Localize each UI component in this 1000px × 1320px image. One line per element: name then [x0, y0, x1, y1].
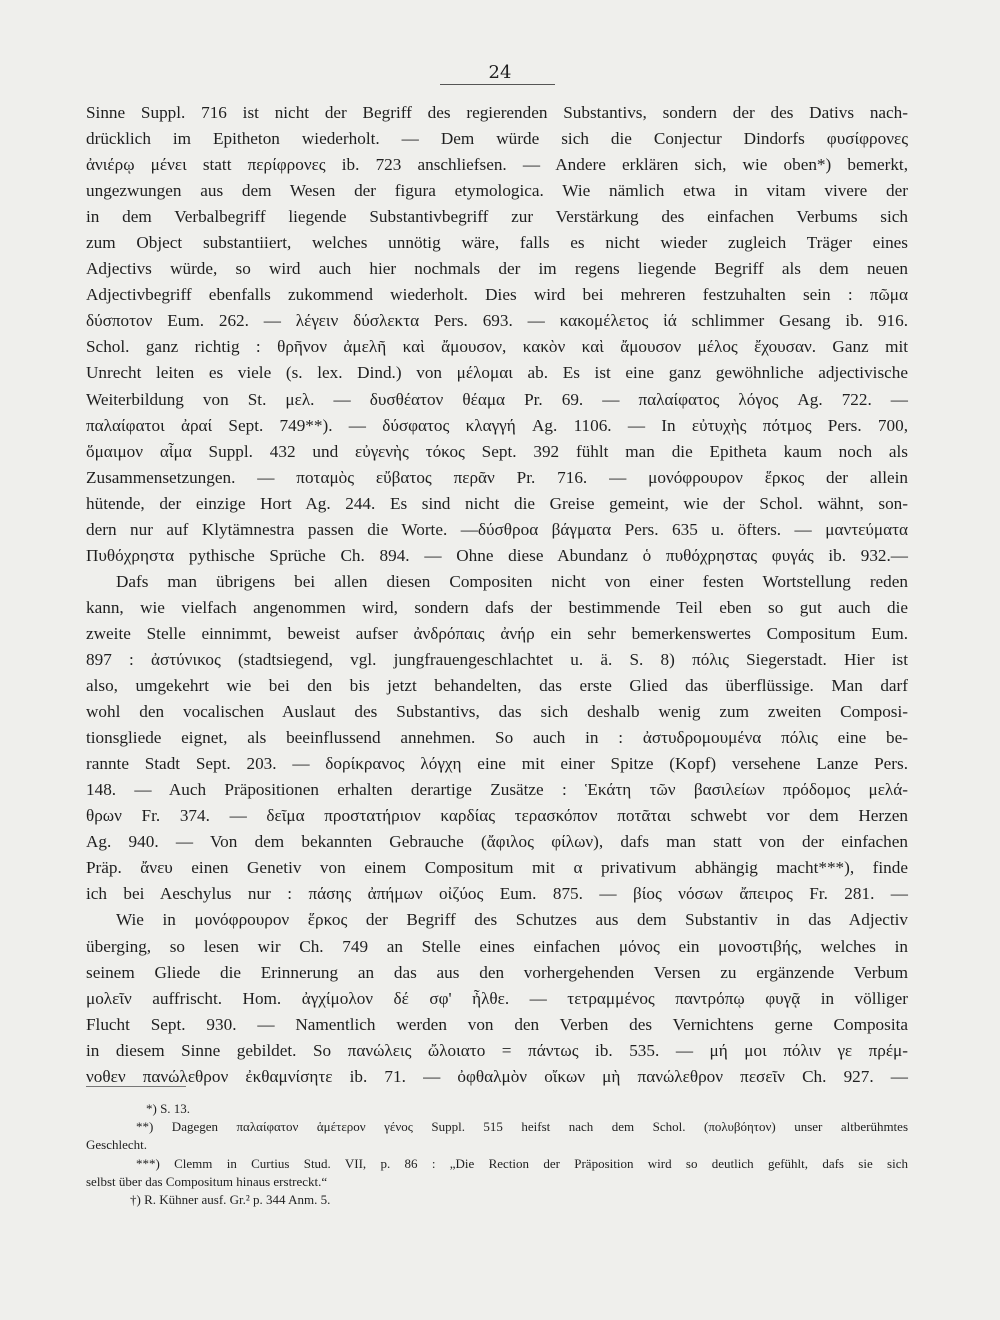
page-number: 24: [488, 62, 512, 83]
text-line: Präp. ἄνευ einen Genetiv von einem Compositum mit α privativum abhängig macht***), finde: [86, 858, 908, 878]
text-line: zum Object substantiiert, welches unnötig wäre, falls es nicht wieder zugleich Träger eines: [86, 233, 908, 253]
text-line: wohl den vocalischen Auslaut des Substantivs, das sich deshalb wenig zum zweiten Composi-: [86, 702, 908, 722]
text-line: in dem Verbalbegriff liegende Substantivbegriff zur Verstärkung des einfachen Verbums sich: [86, 207, 908, 227]
text-line: seinem Gliede die Erinnerung an das aus den vorhergehenden Versen zu ergänzende Verbum: [86, 962, 908, 982]
footnote-rule: [86, 1086, 186, 1087]
text-line: Unrecht leiten es viele (s. lex. Dind.) von μέλομαι ab. Es ist eine ganz gewöhnliche adjectivische: [86, 363, 908, 383]
text-line: Adjectivbegriff ebenfalls zukommend wiederholt. Dies wird bei mehreren festzuhalten sein : πῶμα: [86, 285, 908, 305]
footnote: **) Dagegen παλαίφατον ἁμέτερον γένος Suppl. 515 heifst nach dem Schol. (πολυβόητον) unser altberühmtes: [136, 1119, 908, 1135]
text-line: Πυθόχρηστα pythische Sprüche Ch. 894. — Ohne diese Abundanz ὁ πυθόχρηστας φυγάς ib. 932.—: [86, 545, 908, 565]
footnote: ***) Clemm in Curtius Stud. VII, p. 86 : „Die Rection der Präposition wird so deutlich gefühlt, dafs sie sich: [136, 1155, 908, 1171]
text-line: ὅμαιμον αἷμα Suppl. 432 und εὐγενὴς τόκος Sept. 392 fühlt man die Epitheta kaum noch als: [86, 441, 908, 461]
text-line: zweite Stelle einnimmt, beweist aufser ἀνδρόπαις ἀνήρ ein sehr bemerkenswertes Compositum Eum.: [86, 623, 908, 643]
text-line: δύσποτον Eum. 262. — λέγειν δύσλεκτα Pers. 693. — κακομέλετος ἰά schlimmer Gesang ib. 916.: [86, 311, 908, 331]
text-line: 148. — Auch Präpositionen erhalten derartige Zusätze : Ἑκάτη τῶν βασιλείων πρόδομος μελά-: [86, 780, 908, 800]
text-line: Ag. 940. — Von dem bekannten Gebrauche (ἄφιλος φίλων), dafs man statt von der einfachen: [86, 832, 908, 852]
body-text: [86, 100, 908, 1090]
text-line: Sinne Suppl. 716 ist nicht der Begriff des regierenden Substantivs, sondern der des Dativs nach-: [86, 103, 908, 122]
text-line: Schol. ganz richtig : θρῆνον ἀμελῆ καὶ ἄμουσον, κακὸν καὶ ἄμουσον μέλος ἔχουσαν. Ganz mit: [86, 337, 908, 357]
text-line: μολεῖν auffrischt. Hom. ἀγχίμολον δέ σφ' ἦλθε. — τετραμμένος παντρόπῳ φυγᾷ in völliger: [86, 988, 908, 1008]
text-line: hütende, der einzige Hort Ag. 244. Es sind nicht die Greise gemeint, wie der Schol. wähnt, son-: [86, 493, 908, 513]
text-line: kann, wie vielfach angenommen wird, sondern dafs der bestimmende Teil eben so gut auch die: [86, 597, 908, 617]
text-line: rannte Stadt Sept. 203. — δορίκρανος λόγχη eine mit einer Spitze (Kopf) versehene Lanze Pers.: [86, 754, 908, 774]
text-line: in diesem Sinne gebildet. So πανώλεις ὤλοιατο = πάντως ib. 535. — μή μοι πόλιν γε πρέμ-: [86, 1040, 908, 1060]
text-line: Wie in μονόφρουρον ἕρκος der Begriff des Schutzes aus dem Substantiv in das Adjectiv: [116, 910, 908, 930]
text-line: θρων Fr. 374. — δεῖμα προστατήριον καρδίας τερασκόπον ποτᾶται schwebt vor dem Herzen: [86, 806, 908, 826]
text-line: überging, so lesen wir Ch. 749 an Stelle eines einfachen μόνος ein μονοστιβής, welches in: [86, 936, 908, 956]
footnote: †) R. Kühner ausf. Gr.² p. 344 Anm. 5.: [130, 1192, 331, 1208]
footnote: selbst über das Compositum hinaus erstreckt.“: [86, 1173, 328, 1189]
text-line: dern nur auf Klytämnestra passen die Worte. —δύσθροα βάγματα Pers. 635 u. öfters. — μαντεύματα: [86, 519, 908, 539]
text-line: Adjectivs würde, so wird auch hier nochmals der im regens liegende Begriff als dem neuen: [86, 259, 908, 279]
page-number-rule: [440, 84, 555, 85]
text-line: ἀνιέρῳ μένει statt περίφρονες ib. 723 anschliefsen. — Andere erklären sich, wie oben*) bemerkt,: [86, 155, 908, 175]
text-line: νοθεν πανώλεθρον ἐκθαμνίσητε ib. 71. — ὀφθαλμὸν οἴκων μὴ πανώλεθρον πεσεῖν Ch. 927. —: [86, 1066, 908, 1086]
text-line: 897 : ἀστύνικος (stadtsiegend, vgl. jungfrauengeschlachtet u. ä. S. 8) πόλις Siegerstadt. Hier ist: [86, 649, 908, 669]
footnote: Geschlecht.: [86, 1137, 148, 1153]
text-line: Weiterbildung von St. μελ. — δυσθέατον θέαμα Pr. 69. — παλαίφατος λόγος Ag. 722. —: [86, 389, 908, 409]
text-line: Zusammensetzungen. — ποταμὸς εὔβατος περᾶν Pr. 716. — μονόφρουρον ἕρκος der allein: [86, 467, 908, 487]
text-line: tionsgliede eignet, als beeinflussend annehmen. So auch in : ἀστυδρομουμένα πόλις eine be-: [86, 728, 908, 748]
text-line: also, umgekehrt wie bei den bis jetzt behandelten, das erste Glied das überflüssige. Man darf: [86, 676, 908, 696]
text-line: παλαίφατοι ἀραί Sept. 749**). — δύσφατος κλαγγή Ag. 1106. — In εὐτυχὴς πότμος Pers. 700,: [86, 415, 908, 435]
footnote: *) S. 13.: [146, 1101, 191, 1116]
text-line: ungezwungen aus dem Wesen der figura etymologica. Wie nämlich etwa in vitam vivere der: [86, 181, 908, 201]
text-line: drücklich im Epitheton wiederholt. — Dem würde sich die Conjectur Dindorfs φυσίφρονες: [86, 129, 908, 149]
text-line: Dafs man übrigens bei allen diesen Compositen nicht von einer festen Wortstellung reden: [116, 571, 908, 591]
text-line: ich bei Aeschylus nur : πάσης ἀπήμων οἰζύος Eum. 875. — βίος νόσων ἄπειρος Fr. 281. —: [86, 884, 908, 904]
text-line: Flucht Sept. 930. — Namentlich werden von den Verben des Vernichtens gerne Composita: [86, 1014, 908, 1034]
footnotes: [86, 1100, 908, 1209]
